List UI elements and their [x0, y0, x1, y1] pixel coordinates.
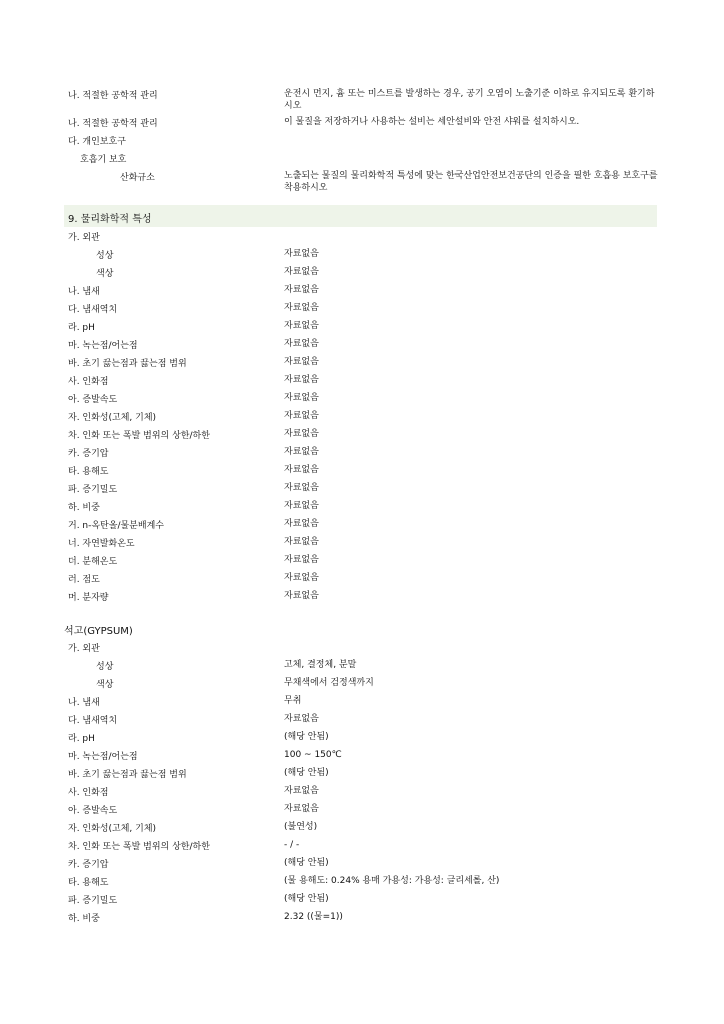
- property-value: 자료없음: [284, 465, 319, 475]
- property-value: 자료없음: [284, 357, 319, 367]
- property-value: 자료없음: [284, 303, 319, 313]
- property-label: 바. 초기 끓는점과 끓는점 범위: [68, 770, 187, 780]
- property-label: 나. 냄새: [68, 287, 100, 297]
- property-value: 자료없음: [284, 804, 319, 814]
- property-label: 러. 점도: [68, 575, 100, 585]
- property-value: 자료없음: [284, 339, 319, 349]
- property-label: 가. 외관: [68, 644, 100, 654]
- row-value: 이 물질을 저장하거나 사용하는 설비는 세안설비와 안전 샤워를 설치하시오.: [284, 117, 580, 127]
- property-label: 하. 비중: [68, 503, 100, 513]
- property-value: 자료없음: [284, 411, 319, 421]
- property-label: 카. 증기압: [68, 449, 109, 459]
- property-label: 파. 증기밀도: [68, 896, 118, 906]
- property-value: 자료없음: [284, 429, 319, 439]
- property-label: 아. 증발속도: [68, 806, 118, 816]
- property-value: 100 ~ 150℃: [284, 750, 342, 760]
- property-label: 머. 분자량: [68, 593, 109, 603]
- property-value: 자료없음: [284, 483, 319, 493]
- row-value: 운전시 먼지, 흄 또는 미스트를 발생하는 경우, 공기 오염이 노출기준 이하로 유지되도록 환기하시오: [284, 89, 655, 111]
- row-label: 호흡기 보호: [80, 155, 127, 165]
- property-label: 색상: [96, 680, 114, 690]
- property-value: (해당 안됨): [284, 858, 329, 868]
- property-value: 2.32 ((물=1)): [284, 912, 343, 922]
- property-label: 라. pH: [68, 323, 95, 333]
- property-label: 색상: [96, 269, 114, 279]
- property-label: 성상: [96, 251, 114, 261]
- property-label: 자. 인화성(고체, 기체): [68, 413, 157, 423]
- row-label: 나. 적절한 공학적 관리: [68, 119, 158, 129]
- section-header: [64, 205, 657, 227]
- property-label: 차. 인화 또는 폭발 범위의 상한/하한: [68, 431, 210, 441]
- property-label: 파. 증기밀도: [68, 485, 118, 495]
- property-value: 자료없음: [284, 285, 319, 295]
- row-label: 산화규소: [120, 173, 155, 183]
- property-value: 자료없음: [284, 573, 319, 583]
- row-label: 다. 개인보호구: [68, 137, 126, 147]
- property-value: (물 용해도: 0.24% 용매 가용성: 가용성: 글리세롤, 산): [284, 876, 500, 886]
- property-value: 자료없음: [284, 267, 319, 277]
- property-label: 카. 증기압: [68, 860, 109, 870]
- property-value: 무채색에서 검정색까지: [284, 678, 374, 688]
- property-value: 고체, 결정체, 분말: [284, 660, 357, 670]
- property-value: 자료없음: [284, 393, 319, 403]
- property-value: 자료없음: [284, 786, 319, 796]
- property-label: 사. 인화점: [68, 377, 109, 387]
- property-value: (해당 안됨): [284, 768, 329, 778]
- property-value: 자료없음: [284, 537, 319, 547]
- property-label: 하. 비중: [68, 914, 100, 924]
- property-label: 나. 냄새: [68, 698, 100, 708]
- property-label: 차. 인화 또는 폭발 범위의 상한/하한: [68, 842, 210, 852]
- property-label: 자. 인화성(고체, 기체): [68, 824, 157, 834]
- property-label: 가. 외관: [68, 233, 100, 243]
- property-label: 성상: [96, 662, 114, 672]
- property-value: 자료없음: [284, 555, 319, 565]
- property-value: 무취: [284, 696, 302, 706]
- row-value: 노출되는 물질의 물리화학적 특성에 맞는 한국산업안전보건공단의 인증을 필한 호흡용 보호구를 착용하시오: [284, 171, 658, 193]
- property-value: (해당 안됨): [284, 894, 329, 904]
- property-label: 다. 냄새역치: [68, 305, 118, 315]
- property-value: 자료없음: [284, 501, 319, 511]
- property-value: 자료없음: [284, 375, 319, 385]
- property-value: 자료없음: [284, 591, 319, 601]
- property-label: 너. 자연발화온도: [68, 539, 135, 549]
- property-label: 라. pH: [68, 734, 95, 744]
- property-label: 다. 냄새역치: [68, 716, 118, 726]
- property-value: - / -: [284, 840, 300, 850]
- property-label: 타. 용해도: [68, 467, 109, 477]
- property-label: 마. 녹는점/어는점: [68, 752, 138, 762]
- property-label: 거. n-옥탄올/물분배계수: [68, 521, 164, 531]
- property-value: 자료없음: [284, 321, 319, 331]
- row-label: 나. 적절한 공학적 관리: [68, 91, 158, 101]
- section-title: 9. 물리화학적 특성: [68, 214, 152, 225]
- property-label: 아. 증발속도: [68, 395, 118, 405]
- property-value: 자료없음: [284, 249, 319, 259]
- property-label: 바. 초기 끓는점과 끓는점 범위: [68, 359, 187, 369]
- property-label: 더. 분해온도: [68, 557, 118, 567]
- property-value: 자료없음: [284, 447, 319, 457]
- subsection-title: 석고(GYPSUM): [64, 626, 133, 637]
- property-label: 마. 녹는점/어는점: [68, 341, 138, 351]
- property-label: 타. 용해도: [68, 878, 109, 888]
- property-value: 자료없음: [284, 519, 319, 529]
- property-label: 사. 인화점: [68, 788, 109, 798]
- property-value: 자료없음: [284, 714, 319, 724]
- property-value: (불연성): [284, 822, 318, 832]
- property-value: (해당 안됨): [284, 732, 329, 742]
